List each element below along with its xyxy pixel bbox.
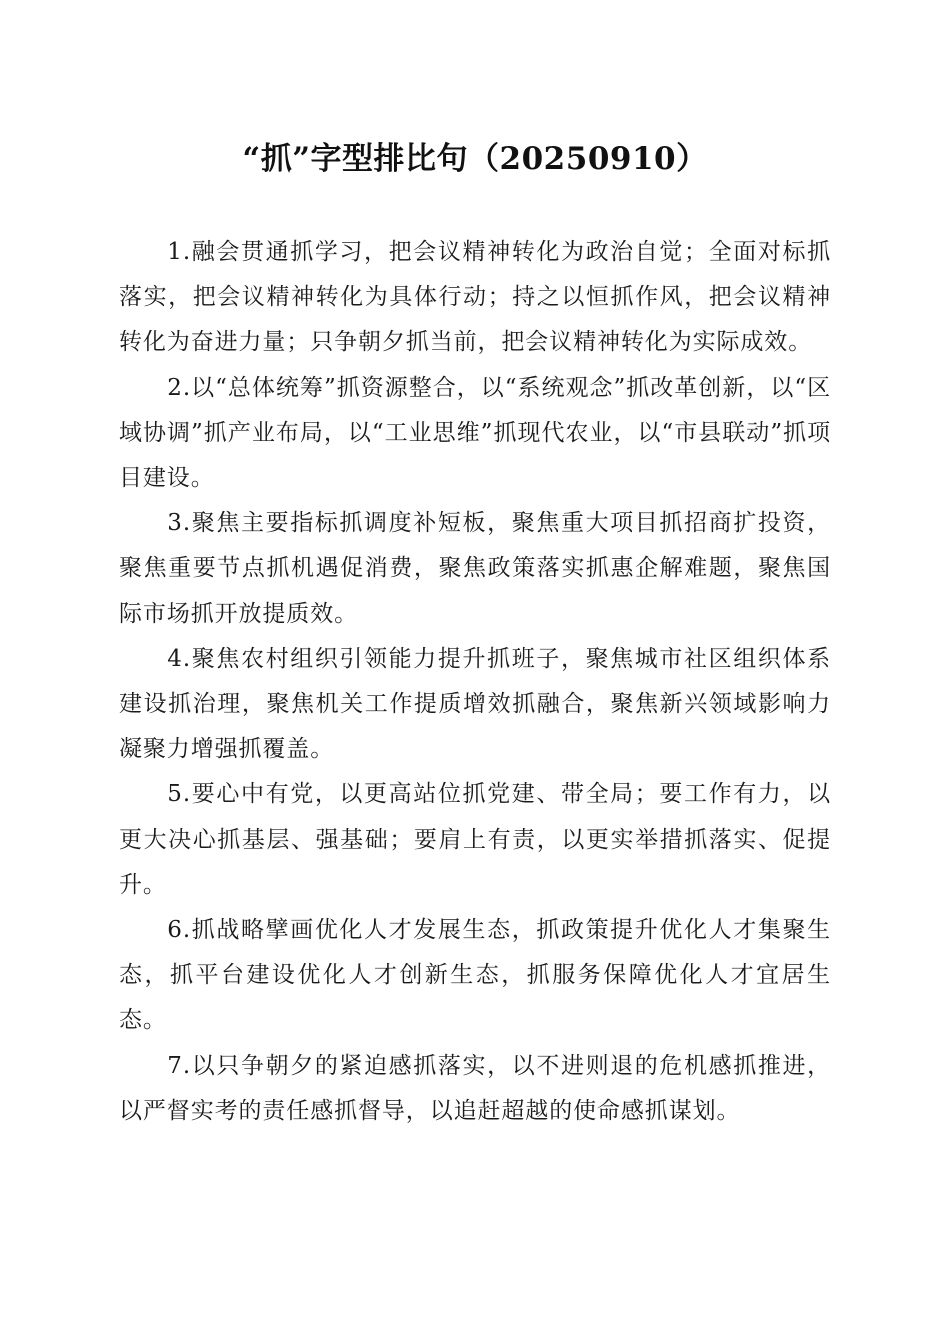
paragraph-1: 1.融会贯通抓学习，把会议精神转化为政治自觉；全面对标抓落实，把会议精神转化为具体行动；持之以恒抓作风，把会议精神转化为奋进力量；只争朝夕抓当前，把会议精神转化为实际成效。: [119, 239, 831, 356]
paragraph-4: 4.聚焦农村组织引领能力提升抓班子，聚焦城市社区组织体系建设抓治理，聚焦机关工作提质增效抓融合，聚焦新兴领域影响力凝聚力增强抓覆盖。: [119, 645, 831, 763]
document-body: [119, 230, 831, 1134]
paragraph-3: 3.聚焦主要指标抓调度补短板，聚焦重大项目抓招商扩投资，聚焦重要节点抓机遇促消费，聚焦政策落实抓惠企解难题，聚焦国际市场抓开放提质效。: [119, 510, 831, 627]
document-title: “抓”字型排比句（20250910）: [242, 141, 708, 177]
paragraph-2: 2.以“总体统筹”抓资源整合，以“系统观念”抓改革创新，以“区域协调”抓产业布局，以“工业思维”抓现代农业，以“市县联动”抓项目建设。: [119, 374, 831, 492]
paragraph-5: 5.要心中有党，以更高站位抓党建、带全局；要工作有力，以更大决心抓基层、强基础；要肩上有责，以更实举措抓落实、促提升。: [119, 781, 831, 898]
paragraph-7: 7.以只争朝夕的紧迫感抓落实，以不进则退的危机感抓推进，以严督实考的责任感抓督导，以追赶超越的使命感抓谋划。: [119, 1052, 831, 1124]
paragraph-6: 6.抓战略擘画优化人才发展生态，抓政策提升优化人才集聚生态，抓平台建设优化人才创新生态，抓服务保障优化人才宜居生态。: [119, 917, 831, 1034]
